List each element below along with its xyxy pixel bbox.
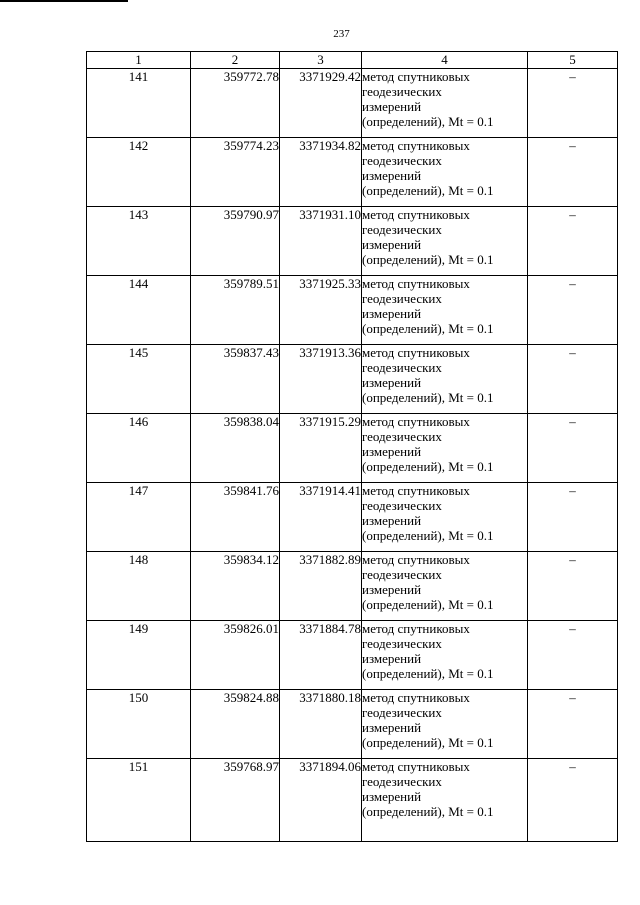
error-value: –	[528, 276, 618, 345]
method-line: геодезических	[362, 774, 442, 789]
page-number: 237	[333, 28, 350, 40]
point-number: 143	[87, 207, 191, 276]
table-row	[87, 759, 618, 842]
method-line: геодезических	[362, 636, 442, 651]
header-col-2: 2	[191, 52, 280, 69]
method-line: (определений), Mt = 0.1	[362, 390, 494, 405]
method-line: метод спутниковых	[362, 207, 470, 222]
coordinate-y: 3371914.41	[280, 483, 362, 552]
method-description	[362, 414, 528, 483]
table-row	[87, 414, 618, 483]
method-line: геодезических	[362, 705, 442, 720]
method-line: геодезических	[362, 222, 442, 237]
table-row	[87, 621, 618, 690]
error-value: –	[528, 621, 618, 690]
method-line: геодезических	[362, 567, 442, 582]
error-value: –	[528, 483, 618, 552]
coordinate-x: 359841.76	[191, 483, 280, 552]
method-line: измерений	[362, 582, 422, 597]
table-body	[87, 69, 618, 842]
method-description	[362, 552, 528, 621]
table-row	[87, 276, 618, 345]
coordinate-y: 3371929.42	[280, 69, 362, 138]
method-line: геодезических	[362, 153, 442, 168]
point-number: 148	[87, 552, 191, 621]
method-description	[362, 483, 528, 552]
method-line: метод спутниковых	[362, 138, 470, 153]
method-line: геодезических	[362, 498, 442, 513]
method-description	[362, 621, 528, 690]
point-number: 145	[87, 345, 191, 414]
coordinate-y: 3371931.10	[280, 207, 362, 276]
point-number: 150	[87, 690, 191, 759]
coordinate-x: 359837.43	[191, 345, 280, 414]
error-value: –	[528, 138, 618, 207]
coordinate-y: 3371894.06	[280, 759, 362, 842]
error-value: –	[528, 69, 618, 138]
method-description	[362, 759, 528, 842]
point-number: 146	[87, 414, 191, 483]
point-number: 144	[87, 276, 191, 345]
table-row	[87, 690, 618, 759]
coordinate-x: 359838.04	[191, 414, 280, 483]
coordinates-table	[86, 51, 618, 842]
top-rule	[0, 0, 128, 2]
coordinate-x: 359768.97	[191, 759, 280, 842]
method-line: измерений	[362, 513, 422, 528]
method-description	[362, 276, 528, 345]
point-number: 147	[87, 483, 191, 552]
method-line: измерений	[362, 168, 422, 183]
coordinate-y: 3371882.89	[280, 552, 362, 621]
coordinate-x: 359824.88	[191, 690, 280, 759]
method-line: измерений	[362, 99, 422, 114]
method-line: измерений	[362, 375, 422, 390]
method-line: измерений	[362, 444, 422, 459]
method-line: метод спутниковых	[362, 621, 470, 636]
error-value: –	[528, 345, 618, 414]
table-row	[87, 138, 618, 207]
table-row	[87, 552, 618, 621]
method-line: (определений), Mt = 0.1	[362, 183, 494, 198]
error-value: –	[528, 759, 618, 842]
method-line: метод спутниковых	[362, 69, 470, 84]
coordinate-x: 359790.97	[191, 207, 280, 276]
header-row	[87, 52, 618, 69]
method-line: (определений), Mt = 0.1	[362, 597, 494, 612]
table-header	[87, 52, 618, 69]
method-line: (определений), Mt = 0.1	[362, 459, 494, 474]
method-description	[362, 207, 528, 276]
method-line: (определений), Mt = 0.1	[362, 804, 494, 819]
coordinate-x: 359834.12	[191, 552, 280, 621]
coordinate-x: 359772.78	[191, 69, 280, 138]
header-col-1: 1	[87, 52, 191, 69]
table-row	[87, 69, 618, 138]
method-description	[362, 345, 528, 414]
table-row	[87, 345, 618, 414]
method-description	[362, 138, 528, 207]
method-line: (определений), Mt = 0.1	[362, 114, 494, 129]
method-line: измерений	[362, 306, 422, 321]
error-value: –	[528, 690, 618, 759]
method-line: измерений	[362, 651, 422, 666]
coordinate-y: 3371925.33	[280, 276, 362, 345]
method-line: измерений	[362, 720, 422, 735]
method-line: (определений), Mt = 0.1	[362, 252, 494, 267]
coordinate-x: 359826.01	[191, 621, 280, 690]
method-line: метод спутниковых	[362, 759, 470, 774]
method-line: метод спутниковых	[362, 276, 470, 291]
coordinate-x: 359774.23	[191, 138, 280, 207]
method-line: метод спутниковых	[362, 414, 470, 429]
coordinate-y: 3371880.18	[280, 690, 362, 759]
error-value: –	[528, 207, 618, 276]
coordinate-x: 359789.51	[191, 276, 280, 345]
header-col-4: 4	[362, 52, 528, 69]
header-col-3: 3	[280, 52, 362, 69]
method-line: геодезических	[362, 360, 442, 375]
method-line: (определений), Mt = 0.1	[362, 735, 494, 750]
coordinate-y: 3371934.82	[280, 138, 362, 207]
point-number: 142	[87, 138, 191, 207]
method-description	[362, 69, 528, 138]
coordinate-y: 3371915.29	[280, 414, 362, 483]
method-line: (определений), Mt = 0.1	[362, 321, 494, 336]
method-line: метод спутниковых	[362, 483, 470, 498]
table-row	[87, 483, 618, 552]
method-line: (определений), Mt = 0.1	[362, 666, 494, 681]
method-line: метод спутниковых	[362, 552, 470, 567]
method-line: (определений), Mt = 0.1	[362, 528, 494, 543]
point-number: 149	[87, 621, 191, 690]
method-line: геодезических	[362, 429, 442, 444]
method-line: измерений	[362, 237, 422, 252]
error-value: –	[528, 414, 618, 483]
method-line: геодезических	[362, 291, 442, 306]
error-value: –	[528, 552, 618, 621]
coordinate-y: 3371884.78	[280, 621, 362, 690]
point-number: 141	[87, 69, 191, 138]
table-row	[87, 207, 618, 276]
method-description	[362, 690, 528, 759]
method-line: метод спутниковых	[362, 345, 470, 360]
method-line: метод спутниковых	[362, 690, 470, 705]
header-col-5: 5	[528, 52, 618, 69]
method-line: измерений	[362, 789, 422, 804]
coordinate-y: 3371913.36	[280, 345, 362, 414]
point-number: 151	[87, 759, 191, 842]
method-line: геодезических	[362, 84, 442, 99]
